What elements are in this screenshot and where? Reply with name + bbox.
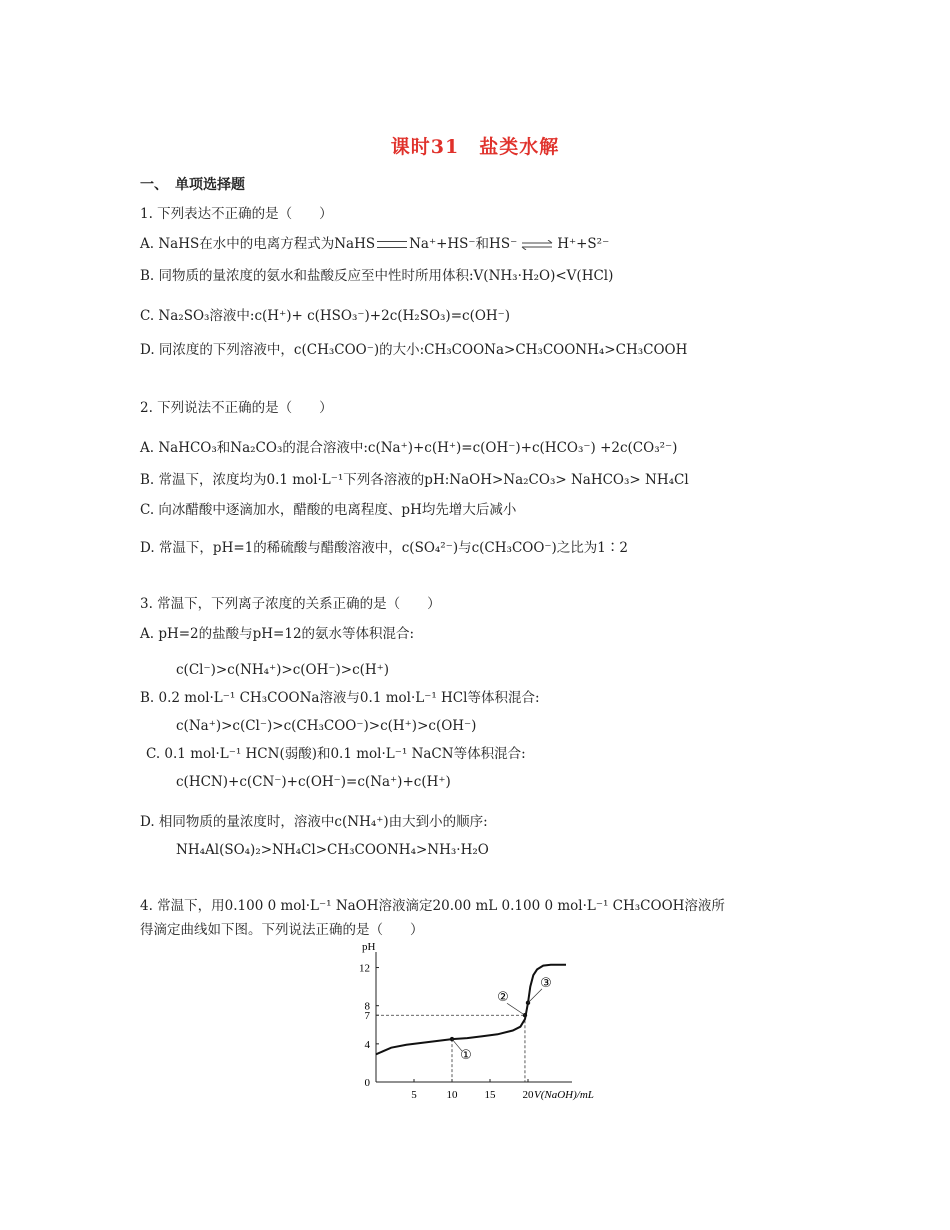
titration-curve: [376, 965, 566, 1055]
q3-option-c-detail: c(HCN)+c(CN⁻)+c(OH⁻)=c(Na⁺)+c(H⁺): [176, 774, 451, 790]
data-point: [523, 1013, 527, 1017]
q1-a-text: A. NaHS在水中的电离方程式为NaHS: [140, 236, 376, 252]
q1-a-mid: Na⁺+HS⁻和HS⁻: [409, 236, 518, 252]
q1-option-c: C. Na₂SO₃溶液中:c(H⁺)+ c(HSO₃⁻)+2c(H₂SO₃)=c(OH⁻): [140, 308, 511, 324]
y-tick-label: 0: [364, 1077, 370, 1089]
point-label: ③: [540, 975, 552, 991]
equals-arrow-icon: [377, 241, 407, 248]
q3-option-d: D. 相同物质的量浓度时，溶液中c(NH₄⁺)由大到小的顺序:: [140, 814, 488, 830]
section-heading: 一、 单项选择题: [140, 177, 245, 193]
q4-stem-line1: 4. 常温下，用0.100 0 mol·L⁻¹ NaOH溶液滴定20.00 mL 0.100 0 mol·L⁻¹ CH₃COOH溶液所: [140, 898, 725, 914]
y-tick-label: 12: [359, 962, 370, 975]
q2-option-a: A. NaHCO₃和Na₂CO₃的混合溶液中:c(Na⁺)+c(H⁺)=c(OH⁻)+c(HCO₃⁻) +2c(CO₃²⁻): [140, 440, 678, 456]
q3-option-c: C. 0.1 mol·L⁻¹ HCN(弱酸)和0.1 mol·L⁻¹ NaCN等体积混合:: [146, 746, 526, 762]
q2-option-d: D. 常温下，pH=1的稀硫酸与醋酸溶液中，c(SO₄²⁻)与c(CH₃COO⁻)之比为1∶2: [140, 540, 628, 556]
q3-option-a: A. pH=2的盐酸与pH=12的氨水等体积混合:: [140, 626, 415, 642]
q2-stem: 2. 下列说法不正确的是（ ）: [140, 400, 333, 416]
x-tick-label: 10: [446, 1089, 458, 1101]
point-leader-line: [507, 1003, 525, 1015]
y-tick-label: 8: [364, 1000, 370, 1013]
y-tick-label: 7: [364, 1010, 370, 1023]
q1-stem: 1. 下列表达不正确的是（ ）: [140, 206, 333, 222]
q3-option-d-detail: NH₄Al(SO₄)₂>NH₄Cl>CH₃COONH₄>NH₃·H₂O: [176, 842, 489, 858]
reversible-arrow-icon: [520, 240, 554, 250]
q2-option-c: C. 向冰醋酸中逐滴加水，醋酸的电离程度、pH均先增大后减小: [140, 502, 517, 518]
q3-option-b-detail: c(Na⁺)>c(Cl⁻)>c(CH₃COO⁻)>c(H⁺)>c(OH⁻): [176, 718, 477, 734]
x-tick-label: 20: [522, 1089, 534, 1101]
q1-option-d: D. 同浓度的下列溶液中，c(CH₃COO⁻)的大小:CH₃COONa>CH₃COONH₄>CH₃COOH: [140, 342, 688, 358]
q3-option-b: B. 0.2 mol·L⁻¹ CH₃COONa溶液与0.1 mol·L⁻¹ HCl等体积混合:: [140, 690, 540, 706]
q1-option-a: [140, 234, 609, 254]
point-label: ②: [497, 990, 509, 1006]
page-title: 课时31 盐类水解: [390, 136, 560, 158]
q3-stem: 3. 常温下，下列离子浓度的关系正确的是（ ）: [140, 596, 441, 612]
x-axis-label: V(NaOH)/mL: [534, 1089, 594, 1101]
q4-stem-line2: 得滴定曲线如下图。下列说法正确的是（ ）: [140, 922, 424, 938]
q3-option-a-detail: c(Cl⁻)>c(NH₄⁺)>c(OH⁻)>c(H⁺): [176, 662, 390, 678]
q1-option-b: B. 同物质的量浓度的氨水和盐酸反应至中性时所用体积:V(NH₃·H₂O)<V(HCl): [140, 268, 614, 284]
x-tick-label: 15: [484, 1089, 496, 1101]
point-label: ①: [460, 1048, 472, 1064]
q2-option-b: B. 常温下，浓度均为0.1 mol·L⁻¹下列各溶液的pH:NaOH>Na₂CO₃> NaHCO₃> NH₄Cl: [140, 472, 689, 488]
y-tick-label: 4: [364, 1038, 370, 1051]
y-axis-label: pH: [362, 941, 376, 953]
q1-a-post: H⁺+S²⁻: [557, 236, 610, 252]
titration-chart: [340, 938, 610, 1113]
x-tick-label: 5: [411, 1089, 417, 1101]
